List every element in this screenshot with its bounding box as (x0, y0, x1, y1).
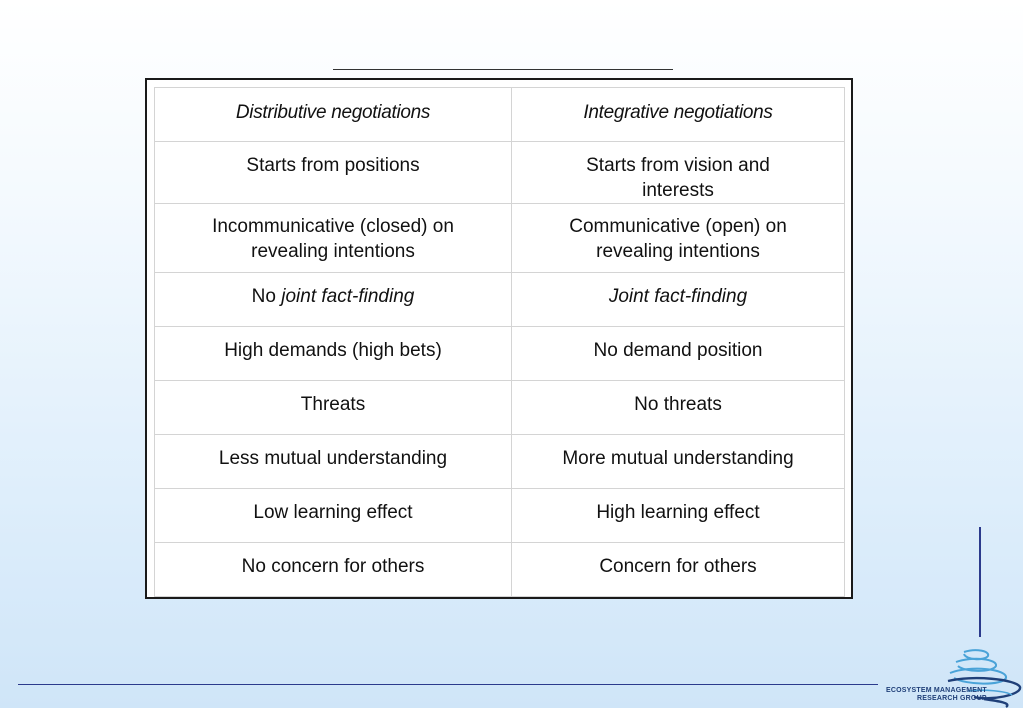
comparison-table (154, 87, 845, 597)
cell-text-line: interests (642, 180, 714, 201)
table-header-row (155, 88, 845, 142)
cell-integrative (512, 204, 845, 273)
table-row (155, 142, 845, 204)
table-row (155, 543, 845, 597)
cell-distributive: Starts from positions (155, 142, 512, 204)
cell-distributive: High demands (high bets) (155, 327, 512, 381)
cell-distributive: Threats (155, 381, 512, 435)
cell-text-italic: Joint fact-finding (608, 286, 748, 307)
cell-integrative: No threats (512, 381, 845, 435)
cell-text-line: revealing intentions (251, 241, 415, 262)
table-row (155, 435, 845, 489)
title-underline (333, 69, 673, 70)
cell-text-italic: joint fact-finding (281, 286, 415, 307)
cell-integrative: Concern for others (512, 543, 845, 597)
logo-line-2: RESEARCH GROUP (917, 695, 987, 702)
ecosystem-management-logo (880, 645, 1023, 708)
cell-distributive: No concern for others (155, 543, 512, 597)
cell-integrative: No demand position (512, 327, 845, 381)
cell-text-line: Starts from vision and (586, 155, 770, 176)
cell-text-line: Communicative (open) on (569, 216, 787, 237)
cell-integrative: High learning effect (512, 489, 845, 543)
comparison-table-frame (145, 78, 853, 599)
cell-distributive (155, 273, 512, 327)
table-row (155, 489, 845, 543)
cell-integrative (512, 273, 845, 327)
logo-line-1: ECOSYSTEM MANAGEMENT (886, 687, 987, 694)
footer-divider (18, 684, 878, 685)
vertical-divider (979, 527, 981, 637)
cell-text-line: revealing intentions (596, 241, 760, 262)
header-distributive: Distributive negotiations (155, 88, 512, 142)
cell-distributive: Low learning effect (155, 489, 512, 543)
header-integrative: Integrative negotiations (512, 88, 845, 142)
table-row (155, 327, 845, 381)
cell-distributive: Less mutual understanding (155, 435, 512, 489)
table-row (155, 381, 845, 435)
cell-integrative (512, 142, 845, 204)
cell-integrative: More mutual understanding (512, 435, 845, 489)
cell-text-line: Incommunicative (closed) on (212, 216, 454, 237)
table-row (155, 204, 845, 273)
table-row (155, 273, 845, 327)
cell-text-plain: No (251, 286, 282, 307)
cell-distributive (155, 204, 512, 273)
